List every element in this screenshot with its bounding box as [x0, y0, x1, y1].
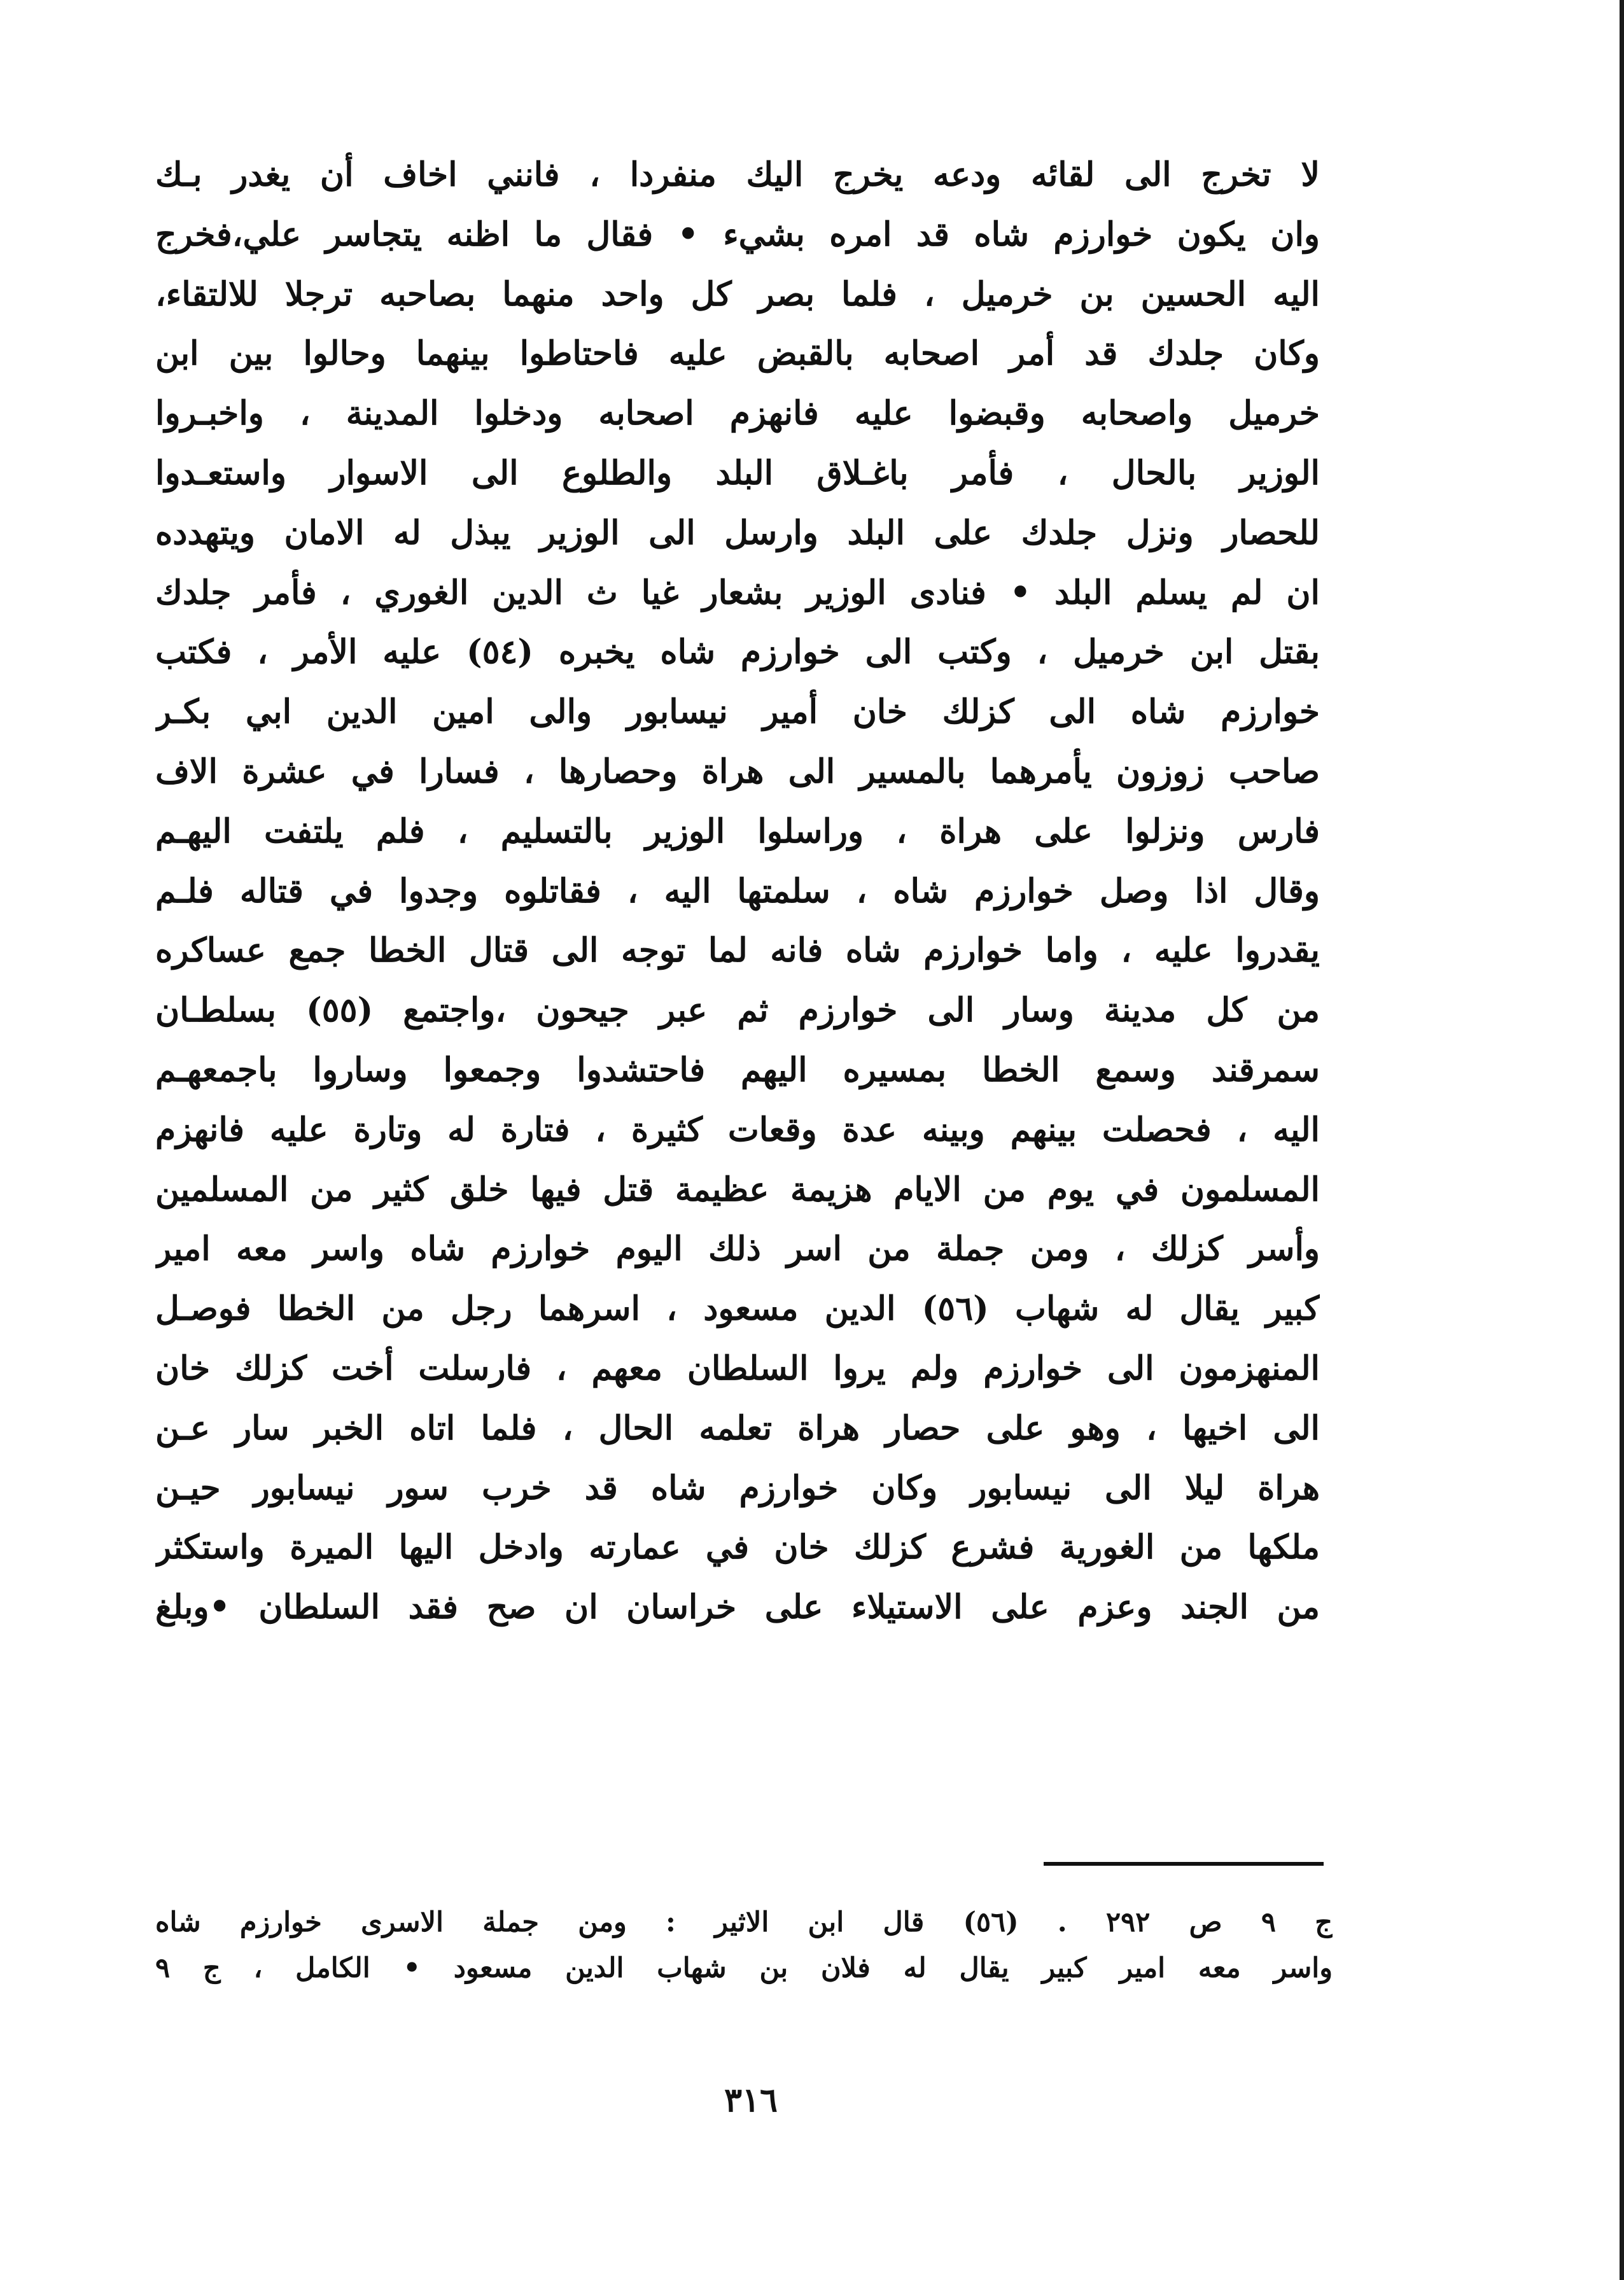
footnotes: [155, 1899, 1333, 1991]
text-line: من الجند وعزم على الاستيلاء على خراسان ان صح فقد السلطان •وبلغ: [155, 1588, 1320, 1627]
text-line: ملكها من الغورية فشرع كزلك خان في عمارته وادخل اليها الميرة واستكثر: [155, 1528, 1320, 1567]
footnote-separator: [1044, 1862, 1324, 1866]
text-line: خوارزم شاه الى كزلك خان أمير نيسابور والى امين الدين ابي بكـر: [155, 692, 1320, 732]
text-line: بقتل ابن خرميل ، وكتب الى خوارزم شاه يخبره (٥٤) عليه الأمر ، فكتب: [155, 633, 1320, 672]
text-line: كبير يقال له شهاب (٥٦) الدين مسعود ، اسرهما رجل من الخطا فوصـل: [155, 1289, 1320, 1329]
text-line: صاحب زوزون يأمرهما بالمسير الى هراة وحصارها ، فسارا في عشرة الاف: [155, 752, 1320, 791]
text-line: هراة ليلا الى نيسابور وكان خوارزم شاه قد خرب سور نيسابور حيـن: [155, 1468, 1320, 1507]
footnote-line: واسر معه امير كبير يقال له فلان بن شهاب الدين مسعود • الكامل ، ج ٩: [155, 1952, 1333, 1984]
text-line: وان يكون خوارزم شاه قد امره بشيء • فقال ما اظنه يتجاسر علي،فخرج: [155, 214, 1320, 254]
text-line: المسلمون في يوم من الايام هزيمة عظيمة قتل فيها خلق كثير من المسلمين: [155, 1170, 1320, 1209]
text-line: وأسر كزلك ، ومن جملة من اسر ذلك اليوم خوارزم شاه واسر معه امير: [155, 1229, 1320, 1269]
page-edge: [1620, 0, 1624, 2280]
text-line: يقدروا عليه ، واما خوارزم شاه فانه لما توجه الى قتال الخطا جمع عساكره: [155, 931, 1320, 970]
text-line: وقال اذا وصل خوارزم شاه ، سلمتها اليه ، فقاتلوه وجدوا في قتاله فلـم: [155, 871, 1320, 911]
text-line: الوزير بالحال ، فأمر باغـلاق البلد والطلوع الى الاسوار واستعـدوا: [155, 453, 1320, 493]
text-line: اليه الحسين بن خرميل ، فلما بصر كل واحد منهما بصاحبه ترجلا للالتقاء،: [155, 274, 1320, 314]
text-line: لا تخرج الى لقائه ودعه يخرج اليك منفردا ، فانني اخاف أن يغدر بـك: [155, 155, 1320, 194]
text-line: وكان جلدك قد أمر اصحابه بالقبض عليه فاحتاطوا بينهما وحالوا بين ابن: [155, 334, 1320, 374]
text-line: سمرقند وسمع الخطا بمسيره اليهم فاحتشدوا وجمعوا وساروا باجمعهـم: [155, 1050, 1320, 1089]
footnote-line: ج ٩ ص ٢٩٢ . (٥٦) قال ابن الاثير : ومن جملة الاسرى خوارزم شاه: [155, 1906, 1333, 1938]
text-line: للحصار ونزل جلدك على البلد وارسل الى الوزير يبذل له الامان ويتهدده: [155, 513, 1320, 552]
page-number: ٣١٦: [724, 2081, 778, 2120]
text-line: فارس ونزلوا على هراة ، وراسلوا الوزير بالتسليم ، فلم يلتفت اليهـم: [155, 811, 1320, 851]
text-line: من كل مدينة وسار الى خوارزم ثم عبر جيحون ،واجتمع (٥٥) بسلطـان: [155, 991, 1320, 1030]
main-text: [155, 145, 1320, 1637]
text-line: المنهزمون الى خوارزم ولم يروا السلطان معهم ، فارسلت أخت كزلك خان: [155, 1348, 1320, 1388]
text-line: ان لم يسلم البلد • فنادى الوزير بشعار غيا ث الدين الغوري ، فأمر جلدك: [155, 573, 1320, 612]
text-line: الى اخيها ، وهو على حصار هراة تعلمه الحال ، فلما اتاه الخبر سار عـن: [155, 1408, 1320, 1448]
text-line: اليه ، فحصلت بينهم وبينه عدة وقعات كثيرة ، فتارة له وتارة عليه فانهزم: [155, 1110, 1320, 1149]
text-line: خرميل واصحابه وقبضوا عليه فانهزم اصحابه ودخلوا المدينة ، واخبـروا: [155, 394, 1320, 433]
